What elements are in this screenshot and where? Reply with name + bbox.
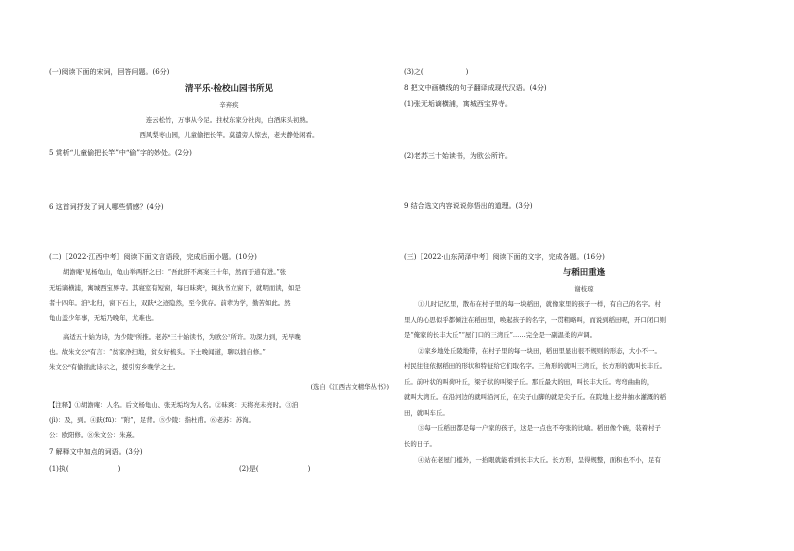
passage-line: 也。故朱文公⁸有言：“贫家净扫地，贫女好梳头。下士晚闻道，聊以拙自修。” <box>49 348 266 356</box>
essay-line: ①儿时记忆里，散布在村子里的每一块稻田，就像家里的孩子一样，有自己的名字。村 <box>418 300 661 308</box>
passage-line: 朱文公⁸有偷拙此诗示之，援引穷乡晚学之士。 <box>49 363 180 371</box>
poem-title: 清平乐·检校山园书所见 <box>185 84 273 94</box>
question-8: 8 把文中画横线的句子翻译成现代汉语。(4分) <box>404 84 547 92</box>
essay-line: 里人的心思似乎都倾注在稻田里，唤起孩子的名字，一贯粗略叫，而说到稻田呢，开口闭口则 <box>404 316 667 324</box>
passage-source: (选自《江西古文精华丛书》) <box>310 383 389 391</box>
section3-header: (三)［2022·山东菏泽中考］阅读下面的文字，完成各题。(16分) <box>404 253 605 261</box>
essay-line: ④站在老屋门槛外，一抬眼就能看到长丰大丘。长方形，呈得规整，面积也不小，足有 <box>418 456 661 464</box>
left-column <box>49 0 409 551</box>
section1-intro: (一)阅读下面的宋词，回答问题。(6分) <box>49 68 170 76</box>
essay-line: 村民往往依据稻田的形状和特征给它们取名字。三角形的就叫三湾丘，长方形的就叫长丰丘。 <box>404 362 667 370</box>
essay-line: 丘。前叶状的叫荷叶丘，梁子状的叫梁子丘。那丘最大的田，叫长丰大丘。弯弯曲曲的， <box>404 378 654 386</box>
question-5: 5 赏析“儿童偷把长竿”中“偷”字的妙处。(2分) <box>49 149 192 157</box>
essay-line: 田，就叫车丘。 <box>404 409 449 417</box>
essay-line: 长的日子。 <box>404 440 436 448</box>
passage-line: 高适五十始为诗，为少陵⁵所推。老苏⁶三十始读书，为欧公⁷所许。功深力到，无早晚 <box>63 333 301 341</box>
essay-line: 是“俺家的长丰大丘”“屋门口的三湾丘”……完全是一副温柔的声调。 <box>404 331 597 339</box>
notes-line: 【注释】①胡澹庵：人名。后文杨龟山、张无垢均为人名。②昧爽：天将亮未亮时。③洎 <box>49 401 299 409</box>
question-7: 7 解释文中加点的词语。(3分) <box>49 448 143 456</box>
essay-author: 谢枝琼 <box>574 285 594 293</box>
question-8-item-2: (2)老苏三十始读书，为欧公所许。 <box>404 152 512 160</box>
poem-line-1: 连云松竹，万事从今足。拄杖东家分社肉，白酒床头初熟。 <box>145 116 313 124</box>
passage-line: 无垢谪横浦，寓城西宝界寺。其寝室有短窗，每日昧爽²，辄执书立窗下，就明而读，如是 <box>49 284 301 292</box>
section2-header: (二)［2022·江西中考］阅读下面文言语段，完成后面小题。(10分) <box>49 253 257 261</box>
essay-line: ②家乡地处丘陵地带，在村子里的每一块田，稻田里显出很不规则的形态，大小不一。 <box>418 347 661 355</box>
poem-author: 辛弃疾 <box>219 101 239 109</box>
essay-line: ③每一丘稻田都是每一户家的孩子，这是一点也不夸张的比喻。稻田像个碗，装着村子 <box>418 424 661 432</box>
question-9: 9 结合选文内容说说你悟出的道理。(3分) <box>404 202 533 210</box>
question-7-item-2: (2)是( ) <box>239 465 311 473</box>
question-7-item-3: (3)之( ) <box>404 68 469 76</box>
essay-title: 与稻田重逢 <box>562 268 606 278</box>
passage-line: 龟山盖少年事，无垢乃晚年，尤难也。 <box>49 314 158 322</box>
passage-line: 胡澹庵¹见杨龟山，龟山举两肝之曰：“吾此肝不离案三十年，然而于道有进。”张 <box>63 268 287 276</box>
notes-line: 公：欧阳修。⑧朱文公：朱熹。 <box>49 431 139 439</box>
notes-line: (jì)：及，到。④趺(fū)：“附”，足背。⑤少陵：指杜甫。⑥老苏：苏洵。 <box>49 416 255 424</box>
question-6: 6 这首词抒发了词人哪些情感？(4分) <box>49 203 164 211</box>
poem-line-2: 西风梨枣山园，儿童偷把长竿。莫遣旁人惊去，老夫静处闲看。 <box>139 131 319 139</box>
passage-line: 者十四年。洎³北归，窗下石上，双趺⁴之迹隐然，至今犹存。前辈为学，勤苦如此。然 <box>49 299 291 307</box>
question-7-item-1: (1)执( ) <box>49 465 121 473</box>
question-8-item-1: (1)张无垢谪横浦，寓城西宝界寺。 <box>404 100 512 108</box>
essay-line: 就叫大湾丘。在沿河边的就叫沿河丘，在尖子山脚的就是尖子丘。在院地上挖井抽水灌溉的稻 <box>404 393 667 401</box>
right-column <box>404 0 764 551</box>
